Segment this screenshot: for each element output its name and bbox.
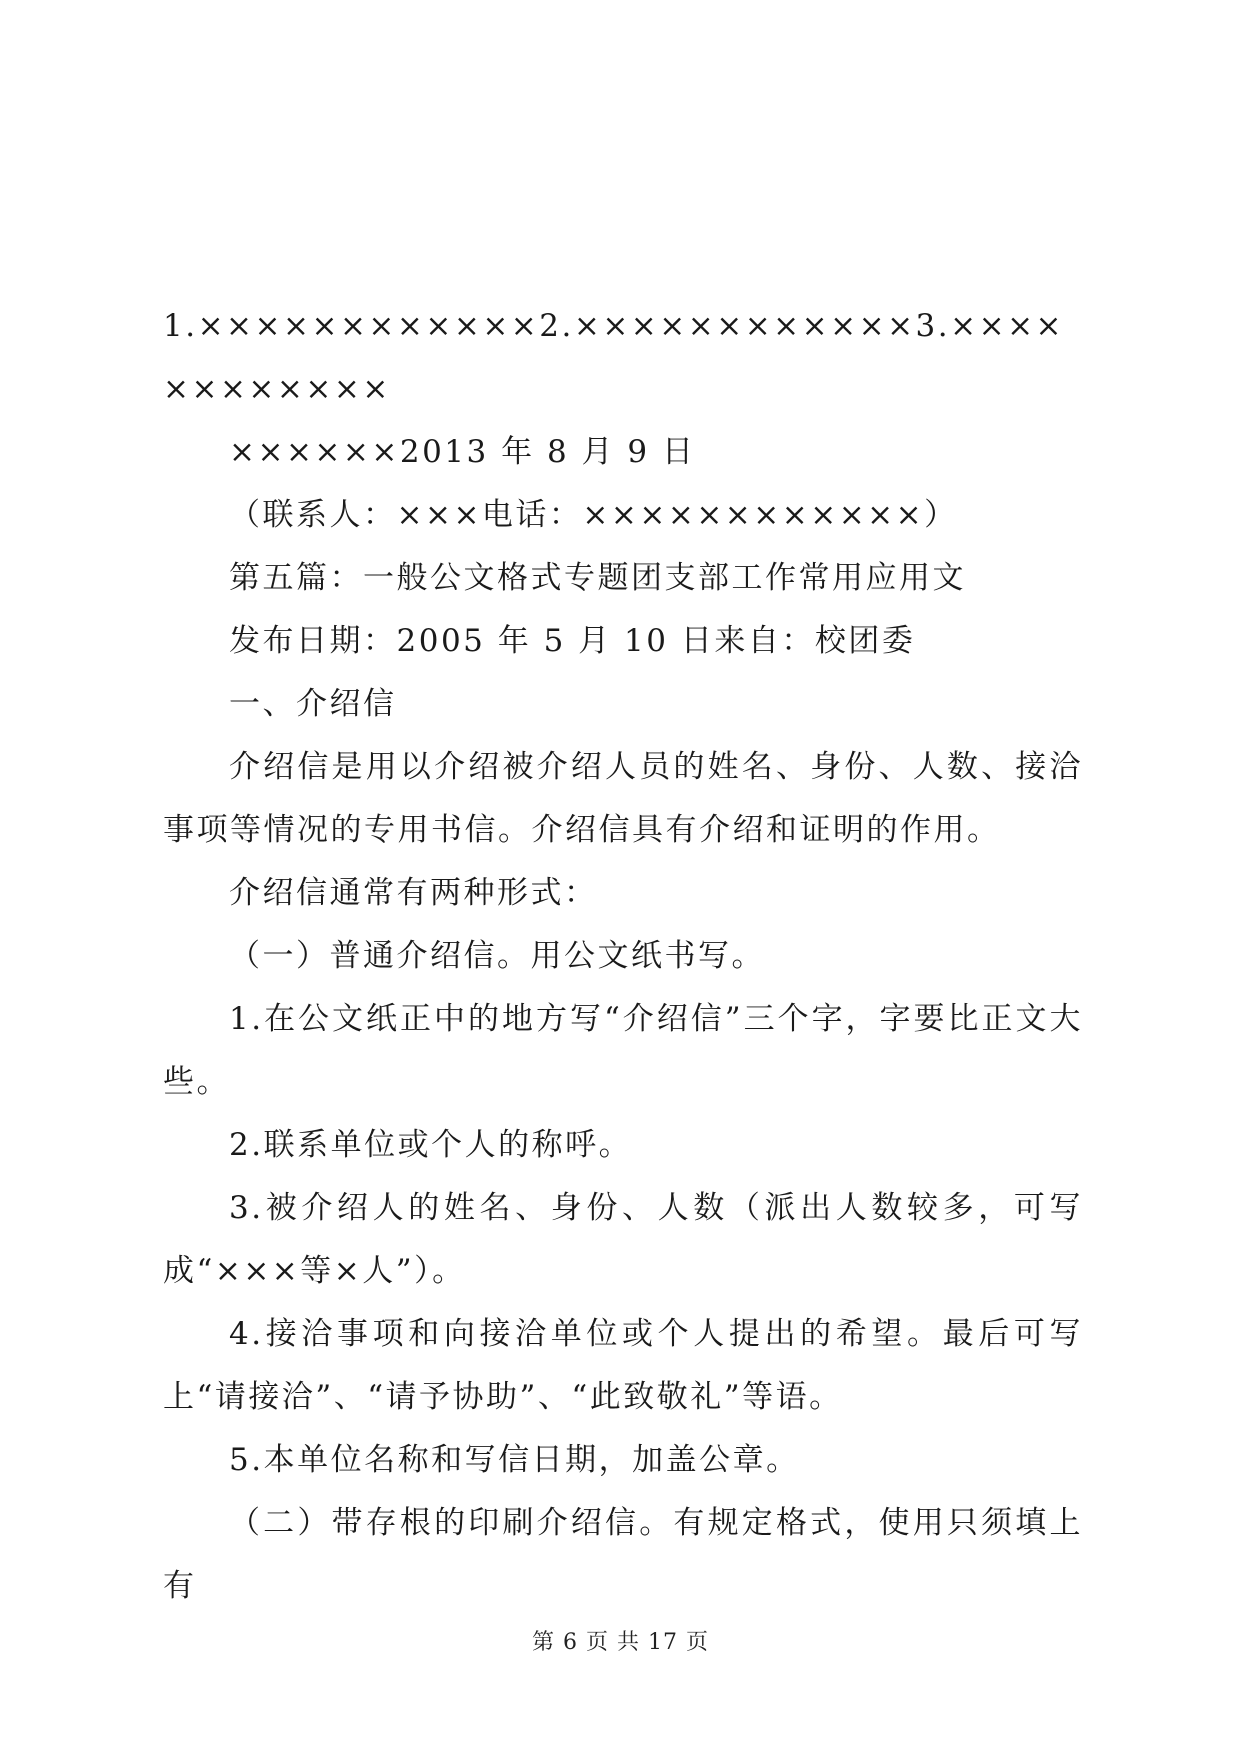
document-body (163, 295, 1083, 1618)
paragraph: ××××××2013 年 8 月 9 日 (229, 434, 696, 470)
list-item: 5.本单位名称和写信日期，加盖公章。 (229, 1442, 800, 1478)
list-item: 2.联系单位或个人的称呼。 (229, 1127, 633, 1163)
section-title: 第五篇：一般公文格式专题团支部工作常用应用文 (229, 560, 966, 596)
paragraph: 1.××××××××××××2.××××××××××××3.×××××××××××× (163, 308, 1065, 407)
subsection-heading: （一）普通介绍信。用公文纸书写。 (229, 938, 765, 974)
list-item: 4.接洽事项和向接洽单位或个人提出的希望。最后可写上“请接洽”、“请予协助”、“此致敬礼”等语。 (163, 1316, 1083, 1415)
subsection-heading: （二）带存根的印刷介绍信。有规定格式，使用只须填上有 (163, 1505, 1083, 1604)
paragraph: 介绍信通常有两种形式： (229, 875, 598, 911)
list-item: 1.在公文纸正中的地方写“介绍信”三个字，字要比正文大些。 (163, 1001, 1083, 1100)
publish-info: 发布日期：2005 年 5 月 10 日来自：校团委 (229, 623, 916, 659)
paragraph: 介绍信是用以介绍被介绍人员的姓名、身份、人数、接洽事项等情况的专用书信。介绍信具有介绍和证明的作用。 (163, 749, 1083, 848)
page-footer: 第 6 页 共 17 页 (532, 1630, 709, 1655)
paragraph: （联系人：×××电话：××××××××××××） (229, 497, 958, 533)
list-item: 3.被介绍人的姓名、身份、人数（派出人数较多，可写成“×××等×人”）。 (163, 1190, 1083, 1289)
section-heading: 一、介绍信 (229, 686, 397, 722)
